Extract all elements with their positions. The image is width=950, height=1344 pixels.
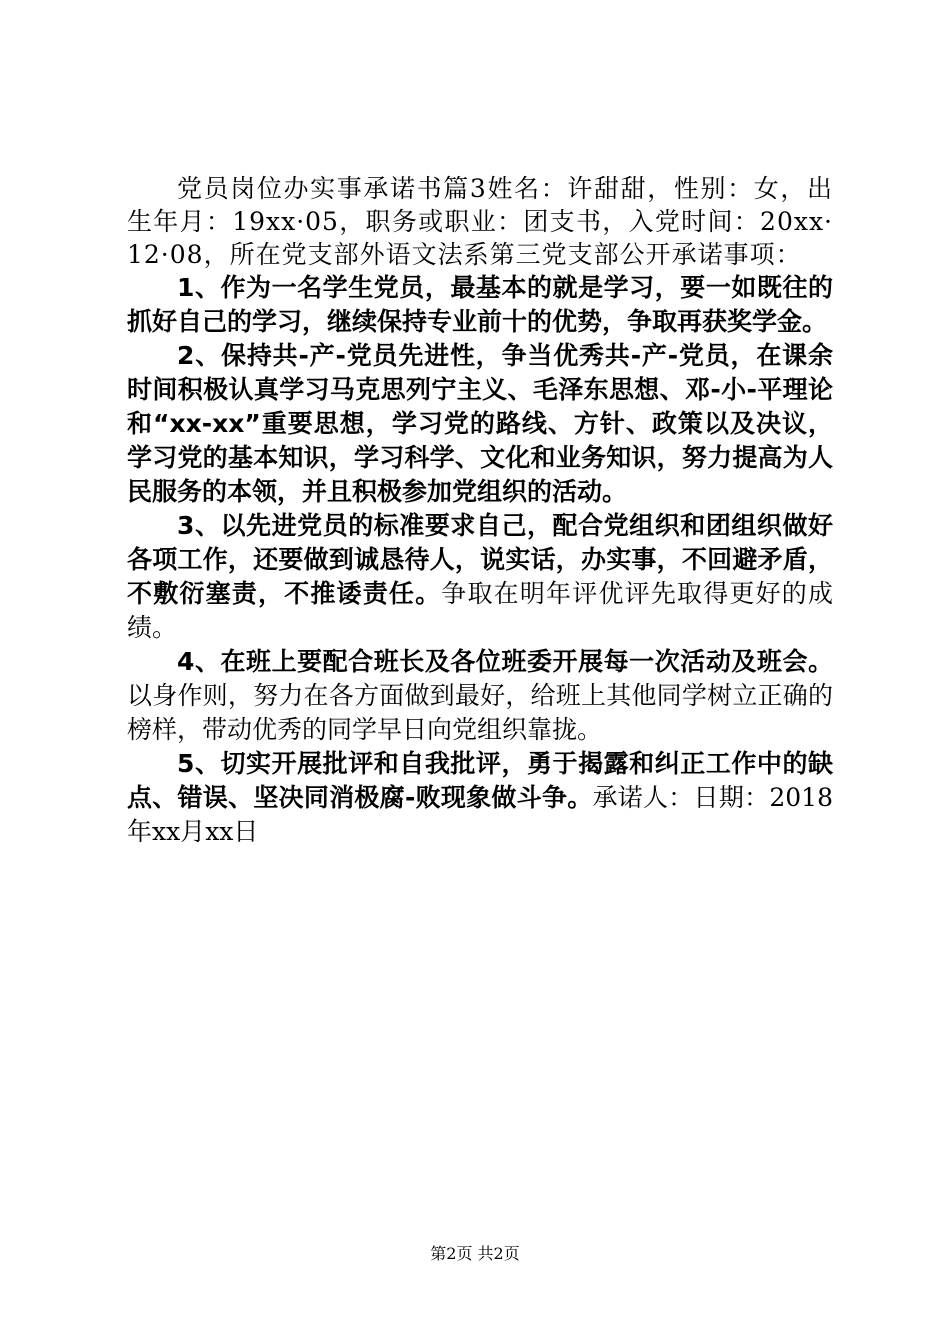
commitment-item-3-text: 3、以先进党员的标准要求自己，配合党组织和团组织做好各项工作，还要做到诚恳待人，说实话，办实事，不回避矛盾，不敷衍塞责，不推诿责任。 [127,511,833,608]
commitment-item-4-note: 以身作则，努力在各方面做到最好，给班上其他同学树立正确的榜样，带动优秀的同学早日向党组织靠拢。 [127,681,833,744]
page-number-footer: 第2页 共2页 [430,1244,520,1263]
commitment-item-4 [127,645,833,747]
document-body [127,172,833,849]
commitment-item-1 [127,271,833,339]
commitment-item-1-text: 1、作为一名学生党员，最基本的就是学习，要一如既往的抓好自己的学习，继续保持专业前十的优势，争取再获奖学金。 [127,273,833,336]
commitment-item-3 [127,509,833,645]
intro-paragraph: 党员岗位办实事承诺书篇3姓名：许甜甜，性别：女，出生年月：19xx·05，职务或职业：团支书，入党时间：20xx·12·08，所在党支部外语文法系第三党支部公开承诺事项： [127,174,833,269]
commitment-item-2-text: 2、保持共-产-党员先进性，争当优秀共-产-党员，在课余时间积极认真学习马克思列宁主义、毛泽东思想、邓-小-平理论和“xx-xx”重要思想，学习党的路线、方针、政策以及决议，学习党的基本知识，学习科学、文化和业务知识，努力提高为人民服务的本领，并且积极参加党组织的活动。 [127,341,833,506]
commitment-item-5-note: 承诺人：日期：2018年xx月xx日 [127,783,833,846]
commitment-item-2 [127,339,833,509]
commitment-item-5-text: 5、切实开展批评和自我批评，勇于揭露和纠正工作中的缺点、错误、坚决同消极腐-败现象做斗争。 [127,749,833,812]
commitment-item-5 [127,747,833,849]
commitment-item-4-text: 4、在班上要配合班长及各位班委开展每一次活动及班会。 [177,647,833,676]
commitment-item-3-note: 争取在明年评优评先取得更好的成绩。 [127,579,833,642]
